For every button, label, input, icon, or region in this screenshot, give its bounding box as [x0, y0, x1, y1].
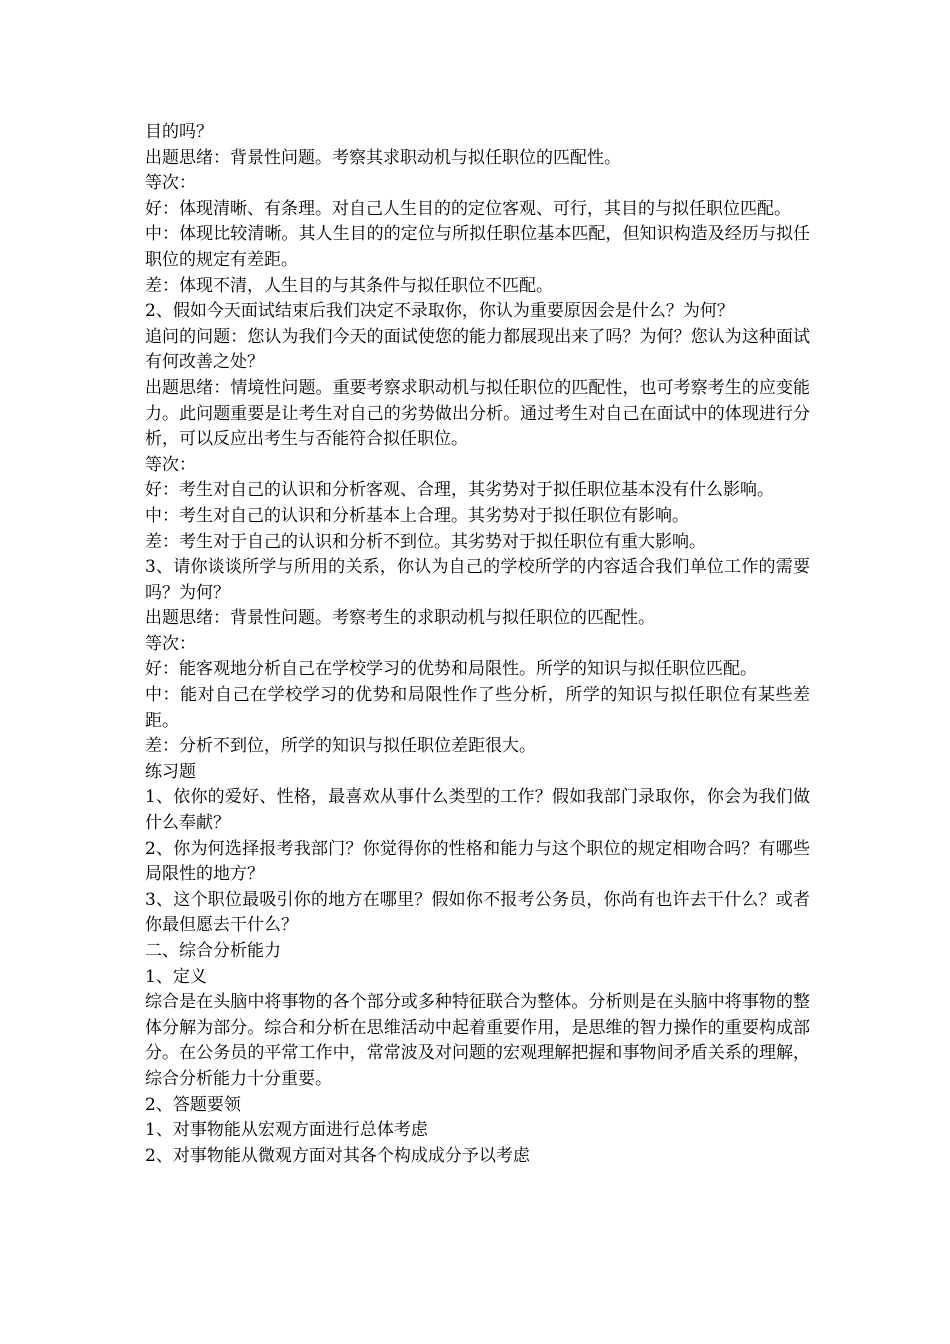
paragraph: 好：体现清晰、有条理。对自己人生目的的定位客观、可行，其目的与拟任职位匹配。 [145, 198, 791, 219]
section-heading: 二、综合分析能力 [145, 941, 281, 961]
document-body [145, 120, 810, 1169]
paragraph: 出题思绪：情境性问题。重要考察求职动机与拟任职位的匹配性，也可考察考生的应变能力。此问题重要是让考生对自己的劣势做出分析。通过考生对自己在面试中的体现进行分析，可以反应出考生与否能符合拟任职位。 [145, 377, 810, 450]
practice-question: 2、你为何选择报考我部门？你觉得你的性格和能力与这个职位的规定相吻合吗？有哪些局限性的地方？ [145, 838, 810, 885]
paragraph: 好：考生对自己的认识和分析客观、合理，其劣势对于拟任职位基本没有什么影响。 [145, 480, 774, 501]
subsection-heading: 1、定义 [145, 966, 207, 987]
paragraph: 差：分析不到位，所学的知识与拟任职位差距很大。 [145, 736, 536, 757]
paragraph: 差：考生对于自己的认识和分析不到位。其劣势对于拟任职位有重大影响。 [145, 531, 706, 552]
paragraph: 出题思绪：背景性问题。考察其求职动机与拟任职位的匹配性。 [145, 147, 621, 168]
paragraph: 等次： [145, 633, 196, 654]
question-paragraph: 3、请你谈谈所学与所用的关系，你认为自己的学校所学的内容适合我们单位工作的需要吗？为何？ [145, 557, 810, 603]
practice-question: 3、这个职位最吸引你的地方在哪里？假如你不报考公务员，你尚有也许去干什么？或者你最但愿去干什么？ [145, 889, 810, 936]
paragraph: 等次： [145, 454, 196, 475]
list-item: 1、对事物能从宏观方面进行总体考虑 [145, 1120, 428, 1141]
paragraph: 中：体现比较清晰。其人生目的的定位与所拟任职位基本匹配，但知识构造及经历与拟任职位的规定有差距。 [145, 224, 810, 270]
paragraph: 目的吗？ [145, 122, 213, 142]
paragraph: 综合是在头脑中将事物的各个部分或多种特征联合为整体。分析则是在头脑中将事物的整体分解为部分。综合和分析在思维活动中起着重要作用，是思维的智力操作的重要构成部分。在公务员的平常工作中，常常波及对问题的宏观理解把握和事物间矛盾关系的理解，综合分析能力十分重要。 [145, 992, 810, 1089]
paragraph: 中：考生对自己的认识和分析基本上合理。其劣势对于拟任职位有影响。 [145, 505, 689, 526]
practice-question: 1、依你的爱好、性格，最喜欢从事什么类型的工作？假如我部门录取你，你会为我们做什么奉献？ [145, 787, 810, 834]
subsection-heading: 2、答题要领 [145, 1094, 241, 1115]
paragraph: 追问的问题：您认为我们今天的面试使您的能力都展现出来了吗？为何？您认为这种面试有何改善之处？ [145, 326, 810, 373]
paragraph: 中：能对自己在学校学习的优势和局限性作了些分析，所学的知识与拟任职位有某些差距。 [145, 685, 810, 731]
paragraph: 出题思绪：背景性问题。考察考生的求职动机与拟任职位的匹配性。 [145, 608, 655, 629]
section-heading: 练习题 [145, 761, 196, 782]
question-paragraph: 2、假如今天面试结束后我们决定不录取你，你认为重要原因会是什么？为何？ [145, 301, 734, 322]
list-item: 2、对事物能从微观方面对其各个构成成分予以考虑 [145, 1145, 530, 1166]
paragraph: 差：体现不清，人生目的与其条件与拟任职位不匹配。 [145, 275, 553, 296]
paragraph: 等次： [145, 173, 196, 194]
paragraph: 好：能客观地分析自己在学校学习的优势和局限性。所学的知识与拟任职位匹配。 [145, 659, 757, 680]
